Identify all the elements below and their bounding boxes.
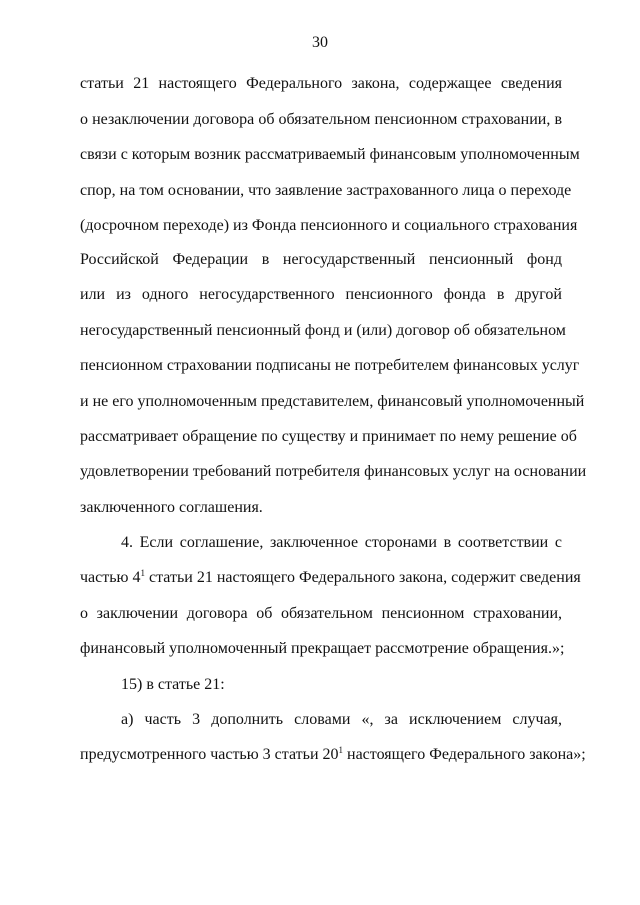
text-line: предусмотренного частью 3 статьи $20^1$ настоящего Федерального закона»; <box>80 745 586 763</box>
paragraph-first-line: 15) в статье 21: <box>121 676 225 693</box>
superscript: 1 <box>338 745 344 755</box>
text-line: о заключении договора об обязательном пенсионном страховании, <box>80 605 562 622</box>
superscript: 1 <box>140 568 145 578</box>
paragraph-first-line: а) часть 3 дополнить словами «, за исключением случая, <box>121 711 562 728</box>
text-line: статьи 21 настоящего Федерального закона, содержащее сведения <box>80 75 562 92</box>
text-line: заключенного соглашения. <box>80 499 263 516</box>
text-line: удовлетворении требований потребителя финансовых услуг на основании <box>80 463 587 480</box>
text-line: частью $4^1$ статьи 21 настоящего Федерального закона, содержит сведения <box>80 568 581 586</box>
paragraph-first-line: 4. Если соглашение, заключенное сторонами в соответствии с <box>121 534 562 551</box>
text-line: или из одного негосударственного пенсионного фонда в другой <box>80 286 562 303</box>
text-line: о незаключении договора об обязательном пенсионном страховании, в <box>80 111 562 128</box>
text-line: финансовый уполномоченный прекращает рассмотрение обращения.»; <box>80 640 565 657</box>
text-line: (досрочном переходе) из Фонда пенсионного и социального страхования <box>80 217 578 234</box>
page-number: 30 <box>312 34 328 51</box>
text-line: Российской Федерации в негосударственный пенсионный фонд <box>80 251 562 268</box>
text-line: рассматривает обращение по существу и принимает по нему решение об <box>80 428 577 445</box>
text-line: спор, на том основании, что заявление застрахованного лица о переходе <box>80 182 572 199</box>
text-line: негосударственный пенсионный фонд и (или) договор об обязательном <box>80 322 566 339</box>
text-line: связи с которым возник рассматриваемый финансовым уполномоченным <box>80 146 580 163</box>
text-line: пенсионном страховании подписаны не потребителем финансовых услуг <box>80 357 580 374</box>
text-line: и не его уполномоченным представителем, финансовый уполномоченный <box>80 393 585 410</box>
